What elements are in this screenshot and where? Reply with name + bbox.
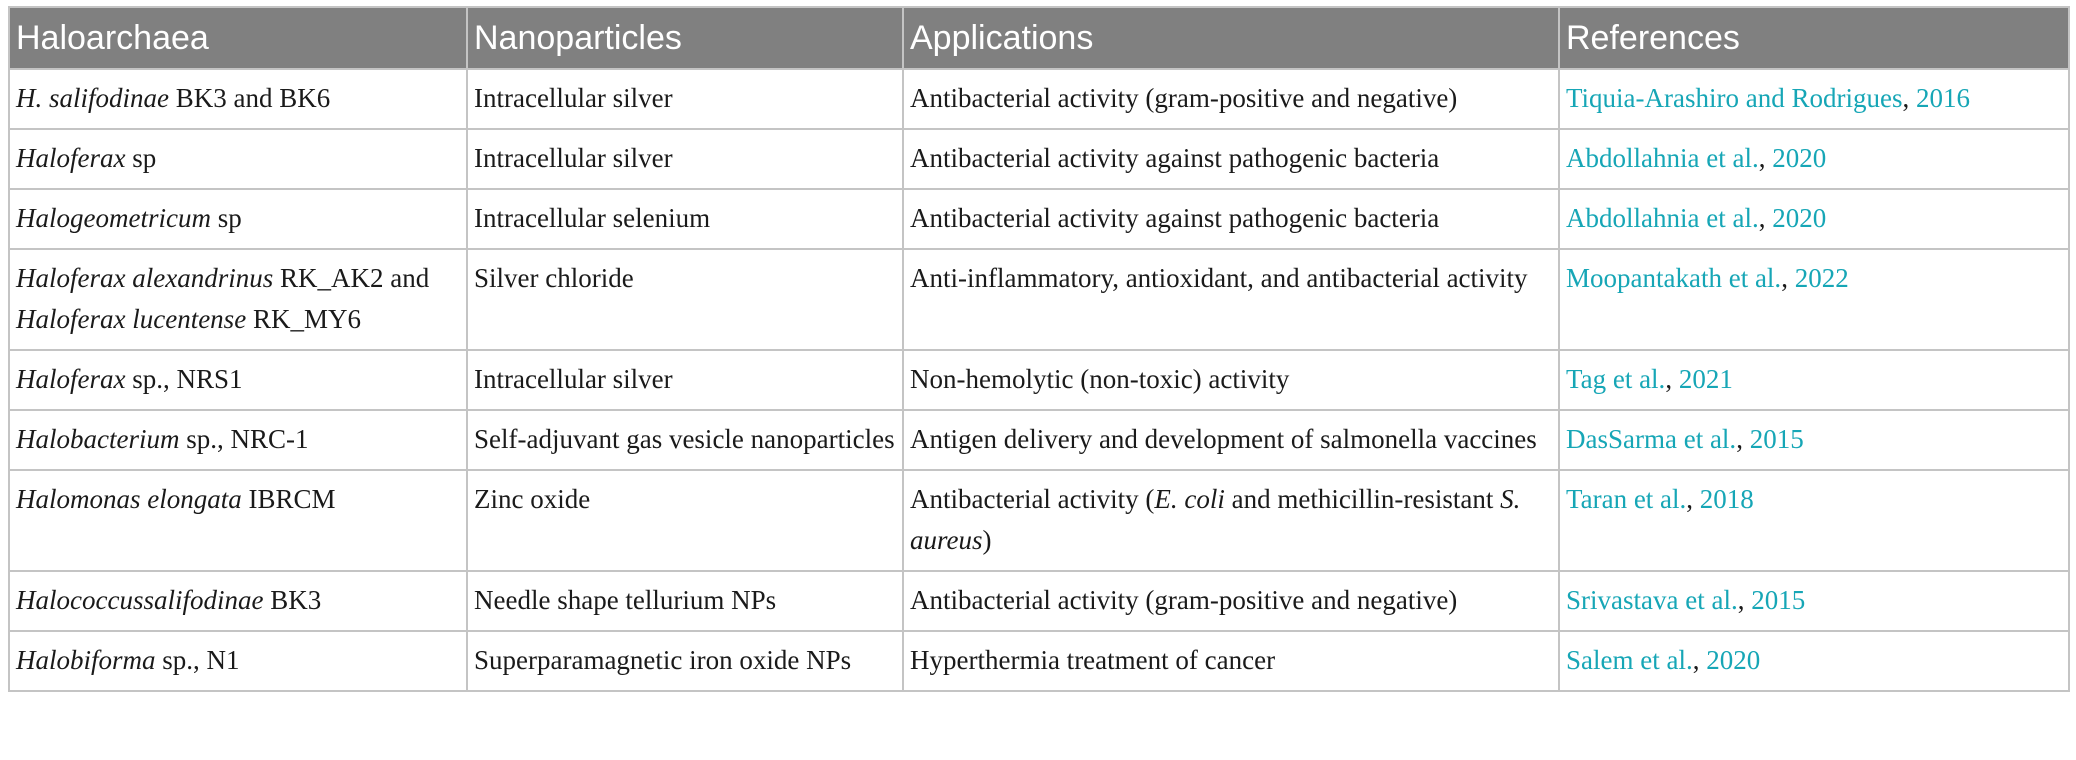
cell-applications: [903, 350, 1559, 410]
reference-separator: ,: [1736, 424, 1750, 454]
organism-name-italic: Halobiforma: [16, 645, 156, 675]
table-header-row: [9, 7, 2069, 69]
reference-authors-link[interactable]: Tag et al.: [1566, 364, 1666, 394]
reference-authors-link[interactable]: Moopantakath et al.: [1566, 263, 1782, 293]
organism-name-italic: Halogeometricum: [16, 203, 211, 233]
organism-text: IBRCM: [241, 484, 336, 514]
cell-nanoparticles: Silver chloride: [467, 249, 903, 350]
cell-haloarchaea: [9, 249, 467, 350]
organism-text: BK3 and BK6: [169, 83, 331, 113]
cell-references: [1559, 350, 2069, 410]
table-body: [9, 69, 2069, 691]
application-text: Hyperthermia treatment of cancer: [910, 645, 1276, 675]
reference-year-link[interactable]: 2015: [1749, 424, 1804, 454]
cell-references: [1559, 69, 2069, 129]
reference-authors-link[interactable]: Tiquia-Arashiro and Rodrigues: [1566, 83, 1903, 113]
organism-name-italic: Haloferax lucentense: [16, 304, 247, 334]
organism-name-italic: Halobacterium: [16, 424, 180, 454]
cell-haloarchaea: [9, 571, 467, 631]
haloarchaea-nanoparticles-table-container: [8, 6, 2068, 692]
cell-references: [1559, 571, 2069, 631]
organism-text: RK_MY6: [246, 304, 361, 334]
organism-text: sp., N1: [155, 645, 240, 675]
header-nanoparticles: Nanoparticles: [467, 7, 903, 69]
reference-authors-link[interactable]: Abdollahnia et al.: [1566, 203, 1759, 233]
reference-authors-link[interactable]: Srivastava et al.: [1566, 585, 1738, 615]
reference-separator: ,: [1737, 585, 1752, 615]
cell-references: [1559, 129, 2069, 189]
cell-haloarchaea: [9, 189, 467, 249]
organism-name-italic: Halomonas elongata: [16, 484, 242, 514]
reference-authors-link[interactable]: Salem et al.: [1566, 645, 1693, 675]
application-italic: S. aureus: [910, 484, 1521, 555]
table-row: [9, 69, 2069, 129]
table-row: [9, 631, 2069, 691]
table-row: [9, 470, 2069, 571]
haloarchaea-nanoparticles-table: [8, 6, 2070, 692]
application-text: Antibacterial activity (gram-positive and negative): [910, 585, 1458, 615]
cell-nanoparticles: Intracellular silver: [467, 350, 903, 410]
cell-nanoparticles: Intracellular selenium: [467, 189, 903, 249]
table-row: [9, 350, 2069, 410]
application-text: Antibacterial activity against pathogenic bacteria: [910, 203, 1440, 233]
reference-authors-link[interactable]: Abdollahnia et al.: [1566, 143, 1759, 173]
cell-references: [1559, 189, 2069, 249]
cell-nanoparticles: Intracellular silver: [467, 129, 903, 189]
application-text: Antibacterial activity against pathogenic bacteria: [910, 143, 1440, 173]
application-text: Anti-inflammatory, antioxidant, and antibacterial activity: [910, 263, 1528, 293]
application-text: ): [982, 525, 992, 555]
organism-name-italic: Halococcussalifodinae: [16, 585, 264, 615]
header-applications: Applications: [903, 7, 1559, 69]
reference-year-link[interactable]: 2018: [1699, 484, 1754, 514]
organism-text: sp., NRC-1: [179, 424, 309, 454]
organism-name-italic: Haloferax: [16, 364, 126, 394]
cell-references: [1559, 249, 2069, 350]
organism-text: RK_AK2 and: [273, 263, 430, 293]
cell-nanoparticles: Superparamagnetic iron oxide NPs: [467, 631, 903, 691]
application-text: Antibacterial activity (gram-positive and negative): [910, 83, 1458, 113]
cell-references: [1559, 631, 2069, 691]
cell-applications: [903, 470, 1559, 571]
reference-authors-link[interactable]: DasSarma et al.: [1566, 424, 1737, 454]
header-haloarchaea: Haloarchaea: [9, 7, 467, 69]
organism-text: sp: [125, 143, 157, 173]
reference-year-link[interactable]: 2020: [1772, 203, 1827, 233]
cell-applications: [903, 129, 1559, 189]
organism-name-italic: Haloferax: [16, 143, 126, 173]
cell-haloarchaea: [9, 129, 467, 189]
organism-name-italic: Haloferax alexandrinus: [16, 263, 274, 293]
reference-year-link[interactable]: 2021: [1678, 364, 1733, 394]
cell-references: [1559, 410, 2069, 470]
application-text: Antigen delivery and development of salmonella vaccines: [910, 424, 1537, 454]
reference-year-link[interactable]: 2020: [1772, 143, 1827, 173]
cell-haloarchaea: [9, 470, 467, 571]
cell-nanoparticles: Needle shape tellurium NPs: [467, 571, 903, 631]
reference-year-link[interactable]: 2015: [1751, 585, 1806, 615]
reference-year-link[interactable]: 2016: [1915, 83, 1970, 113]
application-text: and methicillin-resistant: [1224, 484, 1501, 514]
reference-year-link[interactable]: 2022: [1794, 263, 1849, 293]
cell-applications: [903, 631, 1559, 691]
cell-haloarchaea: [9, 410, 467, 470]
application-text: Non-hemolytic (non-toxic) activity: [910, 364, 1290, 394]
reference-separator: ,: [1692, 645, 1707, 675]
reference-year-link[interactable]: 2020: [1706, 645, 1761, 675]
table-row: [9, 249, 2069, 350]
cell-applications: [903, 249, 1559, 350]
reference-separator: ,: [1758, 203, 1773, 233]
cell-haloarchaea: [9, 631, 467, 691]
cell-haloarchaea: [9, 350, 467, 410]
reference-separator: ,: [1758, 143, 1773, 173]
cell-nanoparticles: Intracellular silver: [467, 69, 903, 129]
reference-separator: ,: [1686, 484, 1700, 514]
cell-applications: [903, 69, 1559, 129]
organism-text: sp., NRS1: [125, 364, 243, 394]
cell-applications: [903, 410, 1559, 470]
table-row: [9, 571, 2069, 631]
header-references: References: [1559, 7, 2069, 69]
organism-text: BK3: [263, 585, 322, 615]
cell-nanoparticles: Self-adjuvant gas vesicle nanoparticles: [467, 410, 903, 470]
application-italic: E. coli: [1154, 484, 1225, 514]
table-row: [9, 129, 2069, 189]
table-row: [9, 189, 2069, 249]
cell-applications: [903, 189, 1559, 249]
reference-authors-link[interactable]: Taran et al.: [1566, 484, 1687, 514]
organism-text: sp: [210, 203, 242, 233]
cell-haloarchaea: [9, 69, 467, 129]
reference-separator: ,: [1665, 364, 1679, 394]
cell-references: [1559, 470, 2069, 571]
cell-nanoparticles: Zinc oxide: [467, 470, 903, 571]
organism-name-italic: H. salifodinae: [16, 83, 169, 113]
cell-applications: [903, 571, 1559, 631]
reference-separator: ,: [1781, 263, 1795, 293]
reference-separator: ,: [1902, 83, 1916, 113]
application-text: Antibacterial activity (: [910, 484, 1155, 514]
table-row: [9, 410, 2069, 470]
